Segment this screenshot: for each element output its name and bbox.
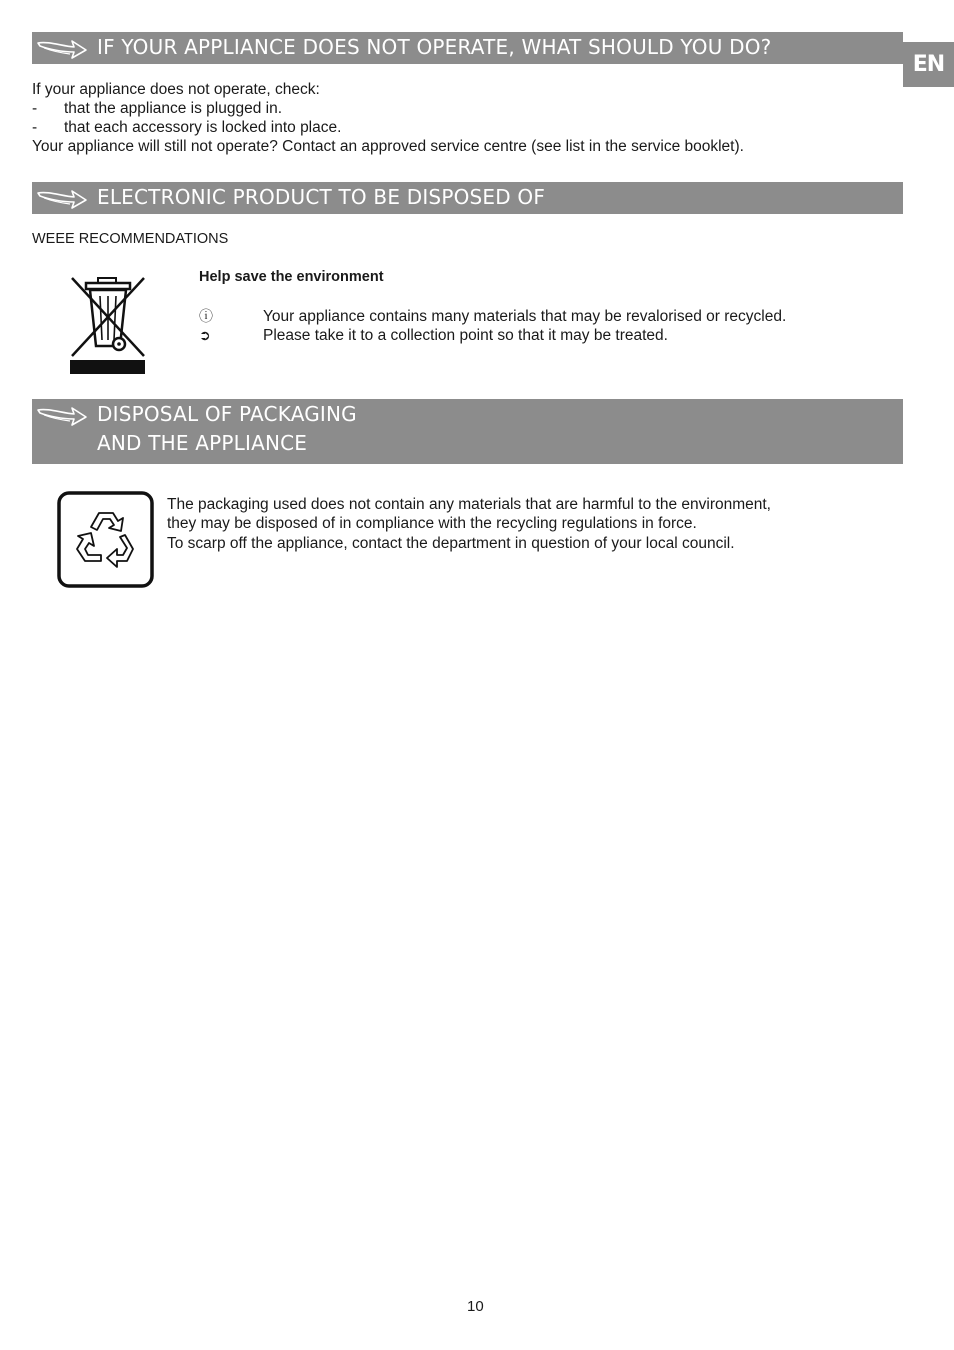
section-header-disposal bbox=[32, 182, 903, 214]
recycle-icon bbox=[57, 491, 154, 588]
crossed-bin-icon bbox=[66, 274, 148, 376]
closing-text: Your appliance will still not operate? Contact an approved service centre (see list in the service booklet). bbox=[32, 138, 744, 155]
weee-subheading: WEEE RECOMMENDATIONS bbox=[32, 231, 229, 247]
section-title-line2: AND THE APPLIANCE bbox=[97, 431, 308, 455]
arrow-bullet-icon: ➲ bbox=[199, 327, 211, 343]
info-icon: ⓘ bbox=[199, 308, 213, 324]
packaging-line: they may be disposed of in compliance with the recycling regulations in force. bbox=[167, 515, 697, 532]
packaging-line: The packaging used does not contain any materials that are harmful to the environment, bbox=[167, 496, 771, 513]
hand-arrow-icon bbox=[36, 37, 88, 61]
section-title-line1: DISPOSAL OF PACKAGING bbox=[97, 402, 357, 426]
section-title: ELECTRONIC PRODUCT TO BE DISPOSED OF bbox=[97, 185, 546, 209]
intro-text: If your appliance does not operate, check: bbox=[32, 81, 320, 98]
list-item: - that each accessory is locked into place. bbox=[32, 119, 342, 136]
packaging-line: To scarp off the appliance, contact the department in question of your local council. bbox=[167, 535, 735, 552]
list-item: ⓘ Your appliance contains many materials that may be revalorised or recycled. bbox=[199, 308, 787, 325]
language-tab: EN bbox=[903, 42, 954, 87]
section-header-packaging bbox=[32, 399, 903, 464]
help-title: Help save the environment bbox=[199, 269, 384, 285]
section-header-troubleshooting bbox=[32, 32, 903, 64]
list-item: - that the appliance is plugged in. bbox=[32, 100, 283, 117]
hand-arrow-icon bbox=[36, 404, 88, 428]
section-title: IF YOUR APPLIANCE DOES NOT OPERATE, WHAT SHOULD YOU DO? bbox=[97, 35, 772, 59]
page-number: 10 bbox=[467, 1298, 484, 1315]
hand-arrow-icon bbox=[36, 187, 88, 211]
list-item: ➲ Please take it to a collection point so that it may be treated. bbox=[199, 327, 668, 344]
